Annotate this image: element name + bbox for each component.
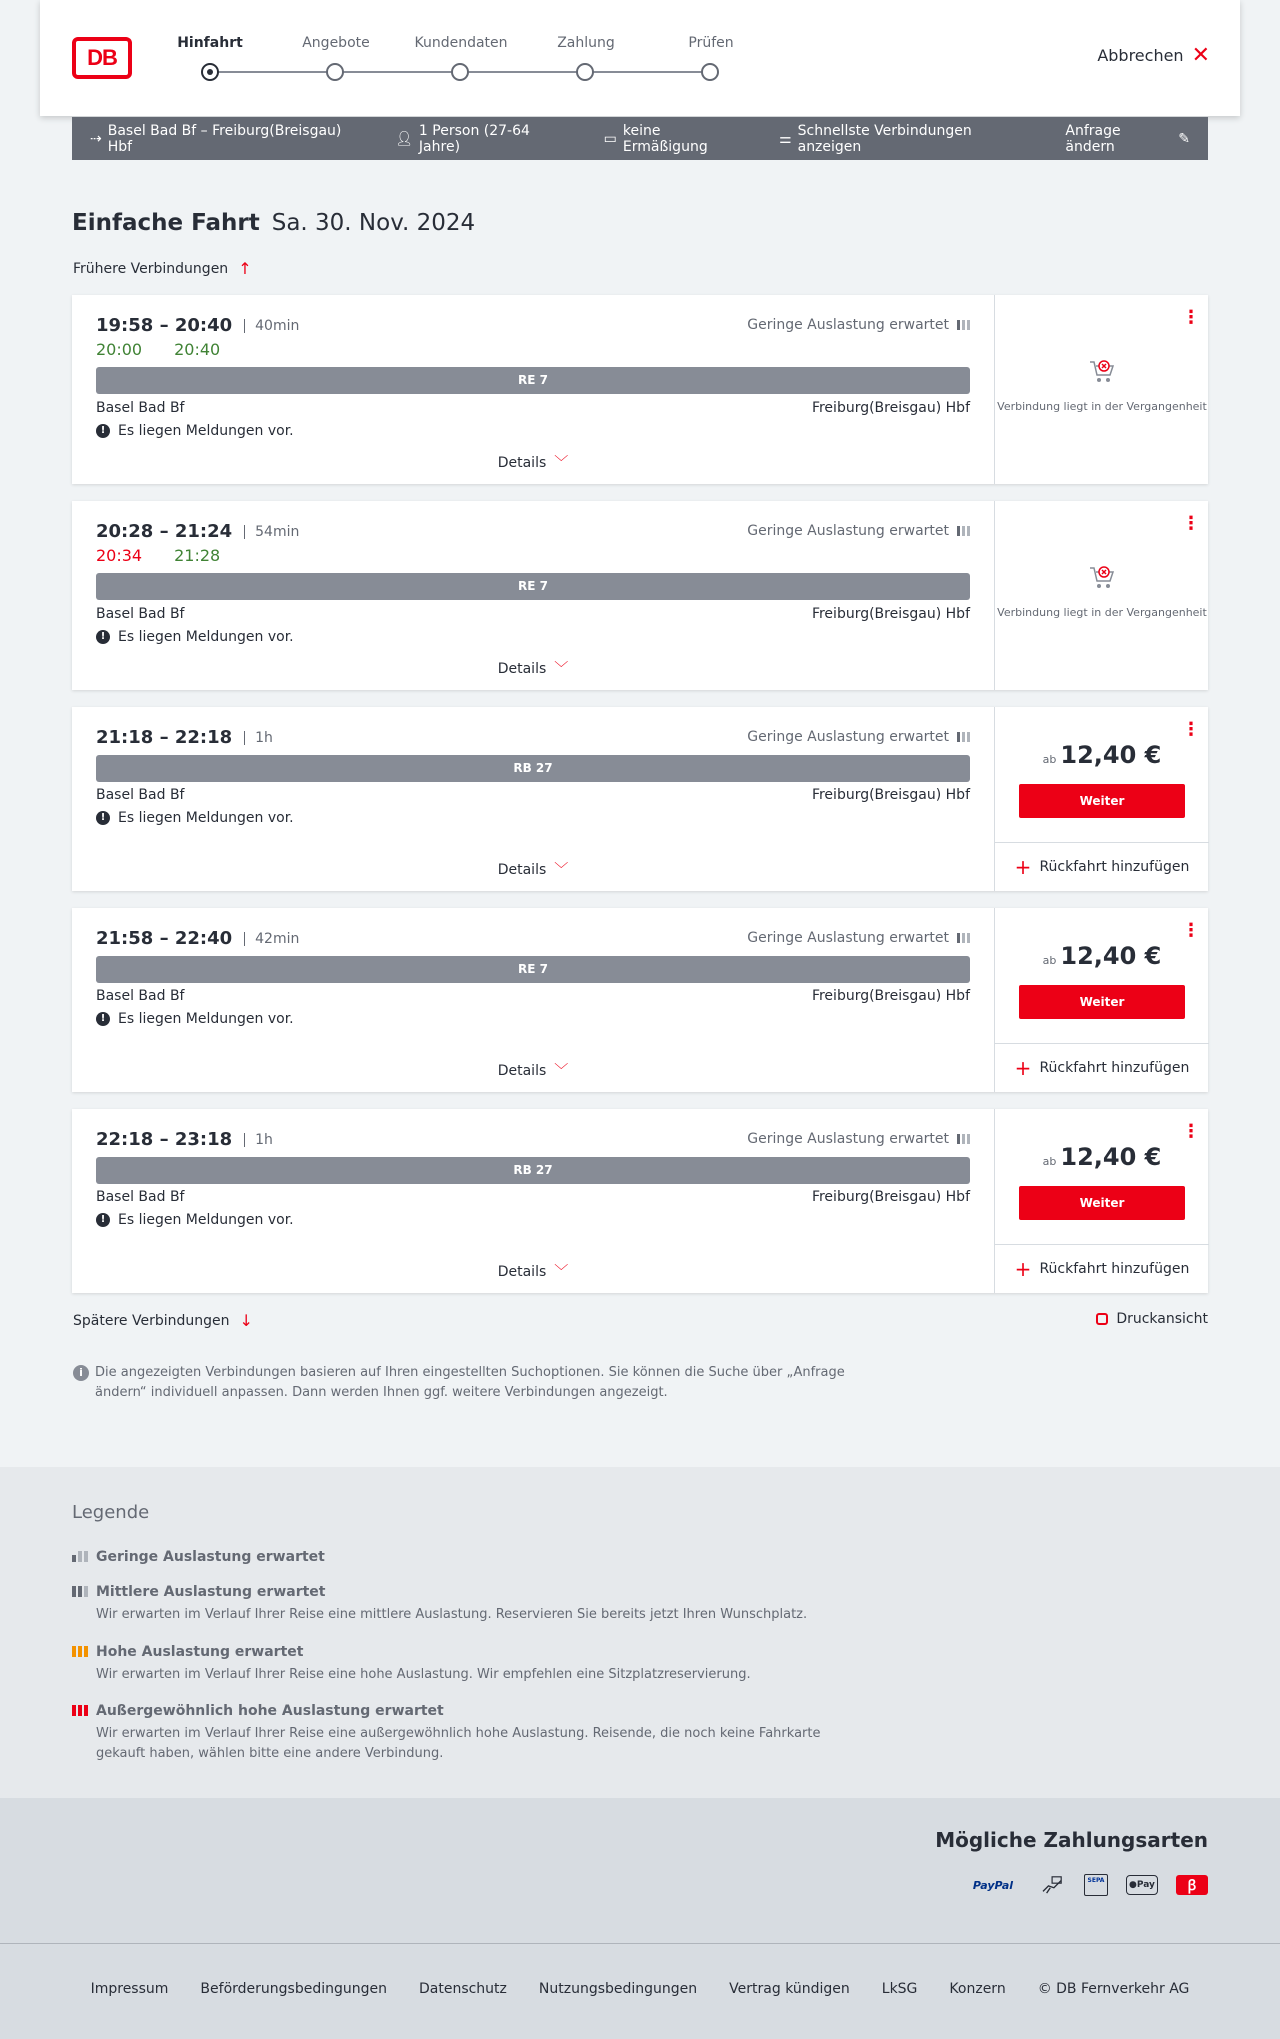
occupancy-icon	[957, 526, 970, 536]
details-label: Details	[497, 455, 547, 471]
summary-persons	[395, 123, 570, 155]
plus-icon: +	[1014, 1056, 1032, 1080]
legend-title: Legende	[72, 1502, 150, 1523]
booking-header	[40, 0, 1240, 116]
sepa-icon: SEPA	[1084, 1874, 1108, 1896]
occupancy-indicator	[747, 317, 970, 333]
duration: 1h	[244, 731, 273, 745]
footer	[0, 1943, 1280, 2039]
later-connections-label: Spätere Verbindungen	[73, 1312, 230, 1329]
message-text: Es liegen Meldungen vor.	[118, 1011, 294, 1027]
realtime-arrival: 20:40	[174, 340, 221, 359]
occupancy-icon	[957, 320, 970, 330]
earlier-connections-label: Frühere Verbindungen	[73, 260, 229, 277]
occupancy-medium-icon	[72, 1586, 88, 1597]
pencil-icon: ✎	[1178, 130, 1190, 147]
legend-item-title: Hohe Auslastung erwartet	[96, 1644, 304, 1660]
occupancy-high-icon	[72, 1646, 88, 1657]
step-dot-hinfahrt	[201, 63, 219, 81]
card-icon: ▭	[603, 130, 617, 147]
step-dot-zahlung	[576, 63, 594, 81]
step-dot-kundendaten	[451, 63, 469, 81]
step-dot-angebote	[326, 63, 344, 81]
plus-icon: +	[1014, 1257, 1032, 1281]
connection-info	[72, 1109, 994, 1293]
info-icon: i	[73, 1365, 89, 1381]
connection-times	[96, 727, 273, 748]
payment-methods-title: Mögliche Zahlungsarten	[935, 1828, 1208, 1852]
print-view-label: Druckansicht	[1116, 1311, 1208, 1327]
page-title-date: Sa. 30. Nov. 2024	[271, 210, 476, 236]
connection-card[interactable]	[72, 501, 1208, 690]
summary-discount-text: keine Ermäßigung	[622, 122, 708, 155]
planned-times: 20:28 – 21:24	[96, 521, 233, 542]
duration: 1h	[244, 1133, 273, 1147]
apple-icon: ●	[1129, 1880, 1137, 1890]
connection-info	[72, 501, 994, 690]
train-bar[interactable]: RB 27	[96, 755, 970, 782]
summary-discount	[604, 123, 745, 155]
arrival-station: Freiburg(Breisgau) Hbf	[811, 400, 970, 416]
arrow-up-icon: ↑	[238, 259, 252, 278]
alert-icon: !	[96, 811, 110, 825]
connection-card[interactable]	[72, 1109, 1208, 1293]
footer-link-lksg[interactable]: LkSG	[881, 1980, 918, 1997]
alert-icon: !	[96, 630, 110, 644]
arrow-down-icon: ↓	[239, 1311, 253, 1330]
legend-item-title: Geringe Auslastung erwartet	[96, 1549, 325, 1565]
occupancy-low-icon	[72, 1551, 88, 1562]
chevron-down-icon: ﹀	[554, 455, 569, 471]
realtime-arrival: 21:28	[174, 546, 221, 565]
search-info-text: Die angezeigten Verbindungen basieren auf Ihren eingestellten Suchoptionen. Sie können die Suche über „Anfrage ändern“ individuell anpassen. Dann werden Ihnen ggf. weitere Verbindungen angezeigt.	[95, 1365, 845, 1400]
more-options-icon[interactable]: ⋮	[1182, 1121, 1200, 1142]
chevron-down-icon: ﹀	[554, 862, 569, 878]
more-options-icon[interactable]: ⋮	[1182, 719, 1200, 740]
connection-info	[72, 707, 994, 891]
legend-item-desc: Wir erwarten im Verlauf Ihrer Reise eine mittlere Auslastung. Reservieren Sie bereits jetzt Ihren Wunschplatz.	[96, 1607, 808, 1622]
realtime-departure: 20:00	[96, 340, 143, 359]
message-text: Es liegen Meldungen vor.	[118, 423, 294, 439]
occupancy-label: Geringe Auslastung erwartet	[747, 523, 949, 539]
occupancy-label: Geringe Auslastung erwartet	[747, 930, 949, 946]
planned-times: 21:58 – 22:40	[96, 928, 233, 949]
printer-icon	[1096, 1313, 1108, 1325]
legend-item-desc: Wir erwarten im Verlauf Ihrer Reise eine hohe Auslastung. Wir empfehlen eine Sitzplatzreservierung.	[96, 1667, 751, 1682]
occupancy-indicator	[747, 523, 970, 539]
alert-icon: !	[96, 1213, 110, 1227]
step-label-pruefen: Prüfen	[688, 35, 734, 51]
summary-route-text: Basel Bad Bf – Freiburg(Breisgau) Hbf	[107, 122, 342, 155]
legend-item-low	[72, 1549, 872, 1565]
message-notice	[96, 423, 294, 439]
details-label: Details	[497, 1063, 547, 1079]
duration: 54min	[244, 525, 299, 539]
step-label-angebote: Angebote	[302, 35, 370, 51]
payment-icons	[964, 1874, 1208, 1896]
add-return-button[interactable]	[995, 1043, 1209, 1092]
footer-link-impressum[interactable]: Impressum	[90, 1980, 169, 1997]
train-bar[interactable]: RE 7	[96, 367, 970, 394]
arrival-station: Freiburg(Breisgau) Hbf	[811, 787, 970, 803]
details-toggle[interactable]	[72, 658, 994, 678]
connection-card[interactable]	[72, 908, 1208, 1092]
message-text: Es liegen Meldungen vor.	[118, 629, 294, 645]
step-dot-pruefen	[701, 63, 719, 81]
planned-times: 19:58 – 20:40	[96, 315, 233, 336]
legend-item-medium	[72, 1584, 872, 1625]
weiter-button[interactable]: Weiter	[1019, 784, 1185, 818]
legend-item-title: Mittlere Auslastung erwartet	[96, 1584, 326, 1600]
price	[995, 741, 1209, 769]
summary-option	[779, 123, 1031, 155]
alert-icon: !	[96, 424, 110, 438]
past-connection-text: Verbindung liegt in der Vergangenheit	[997, 400, 1207, 413]
offer-panel	[994, 295, 1208, 484]
later-connections-link[interactable]	[73, 1311, 253, 1330]
route-arrow-icon: ⇢	[90, 130, 102, 147]
departure-station: Basel Bad Bf	[96, 606, 185, 622]
chevron-down-icon: ﹀	[554, 661, 569, 677]
add-return-button[interactable]	[995, 1244, 1209, 1293]
details-label: Details	[497, 661, 547, 677]
paypal-icon: PayPal	[972, 1878, 1014, 1892]
departure-station: Basel Bad Bf	[96, 787, 185, 803]
print-view-link[interactable]	[1096, 1311, 1208, 1327]
add-return-button[interactable]	[995, 842, 1209, 891]
edit-request-label: Anfrage ändern	[1065, 122, 1121, 155]
connection-info	[72, 295, 994, 484]
more-options-icon[interactable]: ⋮	[1182, 307, 1200, 328]
price	[995, 942, 1209, 970]
realtime-times	[96, 340, 220, 359]
details-toggle[interactable]	[72, 452, 994, 472]
message-notice	[96, 629, 294, 645]
departure-station: Basel Bad Bf	[96, 1189, 185, 1205]
legend-item-title: Außergewöhnlich hohe Auslastung erwartet	[96, 1703, 444, 1719]
message-text: Es liegen Meldungen vor.	[118, 1212, 294, 1228]
apple-pay-label: Pay	[1136, 1880, 1155, 1890]
db-logo[interactable]: DB	[72, 37, 132, 79]
connection-card[interactable]	[72, 707, 1208, 891]
connection-card[interactable]	[72, 295, 1208, 484]
details-label: Details	[497, 1264, 547, 1280]
details-toggle[interactable]	[72, 859, 994, 879]
add-return-label: Rückfahrt hinzufügen	[1039, 1060, 1190, 1076]
legend-item-desc: Wir erwarten im Verlauf Ihrer Reise eine außergewöhnlich hohe Auslastung. Reisende, die noch keine Fahrkarte gekauft haben, wählen bitte eine andere Verbindung.	[96, 1726, 821, 1761]
offer-panel	[994, 501, 1208, 690]
occupancy-icon	[957, 732, 970, 742]
db-bonus-icon: ꞵ	[1176, 1875, 1208, 1895]
price-prefix: ab	[1042, 1155, 1057, 1168]
add-return-label: Rückfahrt hinzufügen	[1039, 859, 1190, 875]
past-connection-text: Verbindung liegt in der Vergangenheit	[997, 606, 1207, 619]
train-bar[interactable]: RE 7	[96, 956, 970, 983]
page-title	[72, 210, 475, 236]
arrival-station: Freiburg(Breisgau) Hbf	[811, 988, 970, 1004]
settings-sliders-icon: ⚌	[779, 130, 792, 147]
footer-link-konzern[interactable]: Konzern	[949, 1980, 1006, 1997]
summary-option-text: Schnellste Verbindungen anzeigen	[797, 122, 972, 155]
message-notice	[96, 1212, 294, 1228]
weiter-button[interactable]: Weiter	[1019, 1186, 1185, 1220]
connection-times	[96, 1129, 273, 1150]
chevron-down-icon: ﹀	[554, 1264, 569, 1280]
chevron-down-icon: ﹀	[554, 1063, 569, 1079]
footer-link-datenschutz[interactable]: Datenschutz	[418, 1980, 507, 1997]
planned-times: 22:18 – 23:18	[96, 1129, 233, 1150]
earlier-connections-link[interactable]	[73, 259, 252, 278]
message-notice	[96, 810, 294, 826]
more-options-icon[interactable]: ⋮	[1182, 920, 1200, 941]
cancel-label: Abbrechen	[1097, 46, 1184, 65]
page-title-main: Einfache Fahrt	[72, 210, 260, 236]
step-label-kundendaten: Kundendaten	[414, 35, 508, 51]
realtime-departure: 20:34	[96, 546, 143, 565]
hand-card-icon	[1040, 1875, 1066, 1895]
search-info-note	[73, 1363, 853, 1403]
details-toggle[interactable]	[72, 1060, 994, 1080]
alert-icon: !	[96, 1012, 110, 1026]
footer-copyright: © DB Fernverkehr AG	[1037, 1980, 1190, 1997]
price-prefix: ab	[1042, 954, 1057, 967]
price-value: 12,40 €	[1060, 1143, 1162, 1171]
connection-times	[96, 521, 299, 542]
offer-panel	[994, 1109, 1208, 1293]
occupancy-label: Geringe Auslastung erwartet	[747, 1131, 949, 1147]
cart-unavailable-icon	[1087, 356, 1117, 386]
footer-link-vertrag-kuendigen[interactable]: Vertrag kündigen	[729, 1980, 850, 1997]
apple-pay-icon	[1126, 1875, 1158, 1895]
occupancy-very-high-icon	[72, 1705, 88, 1716]
details-label: Details	[497, 862, 547, 878]
cancel-button[interactable]	[1097, 42, 1210, 68]
details-toggle[interactable]	[72, 1261, 994, 1281]
duration: 40min	[244, 319, 299, 333]
footer-link-nutzungsbedingungen[interactable]: Nutzungsbedingungen	[538, 1980, 698, 1997]
train-bar[interactable]: RE 7	[96, 573, 970, 600]
message-notice	[96, 1011, 294, 1027]
arrival-station: Freiburg(Breisgau) Hbf	[811, 1189, 970, 1205]
edit-request-button[interactable]	[1065, 123, 1190, 155]
add-return-label: Rückfahrt hinzufügen	[1039, 1261, 1190, 1277]
payment-methods-section	[0, 1798, 1280, 1943]
message-text: Es liegen Meldungen vor.	[118, 810, 294, 826]
weiter-button[interactable]: Weiter	[1019, 985, 1185, 1019]
plus-icon: +	[1014, 855, 1032, 879]
occupancy-indicator	[747, 930, 970, 946]
duration: 42min	[244, 932, 299, 946]
summary-route	[90, 123, 361, 155]
occupancy-icon	[957, 1134, 970, 1144]
departure-station: Basel Bad Bf	[96, 400, 185, 416]
connection-times	[96, 928, 299, 949]
offer-panel	[994, 908, 1208, 1092]
person-icon: 👤︎	[395, 130, 413, 147]
occupancy-indicator	[747, 729, 970, 745]
offer-panel	[994, 707, 1208, 891]
train-bar[interactable]: RB 27	[96, 1157, 970, 1184]
step-label-zahlung: Zahlung	[557, 35, 615, 51]
footer-link-befoerderungsbedingungen[interactable]: Beförderungsbedingungen	[200, 1980, 387, 1997]
legend-item-high	[72, 1644, 872, 1685]
occupancy-indicator	[747, 1131, 970, 1147]
price-prefix: ab	[1042, 753, 1057, 766]
connection-times	[96, 315, 299, 336]
cart-unavailable-icon	[1087, 562, 1117, 592]
close-icon: ✕	[1191, 42, 1210, 68]
occupancy-label: Geringe Auslastung erwartet	[747, 317, 949, 333]
legend-section	[0, 1467, 1280, 1798]
search-summary-bar	[72, 117, 1208, 160]
departure-station: Basel Bad Bf	[96, 988, 185, 1004]
occupancy-label: Geringe Auslastung erwartet	[747, 729, 949, 745]
price-value: 12,40 €	[1060, 741, 1162, 769]
arrival-station: Freiburg(Breisgau) Hbf	[811, 606, 970, 622]
planned-times: 21:18 – 22:18	[96, 727, 233, 748]
legend-item-very-high	[72, 1703, 872, 1764]
realtime-times	[96, 546, 220, 565]
summary-persons-text: 1 Person (27-64 Jahre)	[418, 122, 530, 155]
occupancy-icon	[957, 933, 970, 943]
connection-info	[72, 908, 994, 1092]
more-options-icon[interactable]: ⋮	[1182, 513, 1200, 534]
price	[995, 1143, 1209, 1171]
price-value: 12,40 €	[1060, 942, 1162, 970]
step-label-hinfahrt: Hinfahrt	[177, 35, 243, 51]
